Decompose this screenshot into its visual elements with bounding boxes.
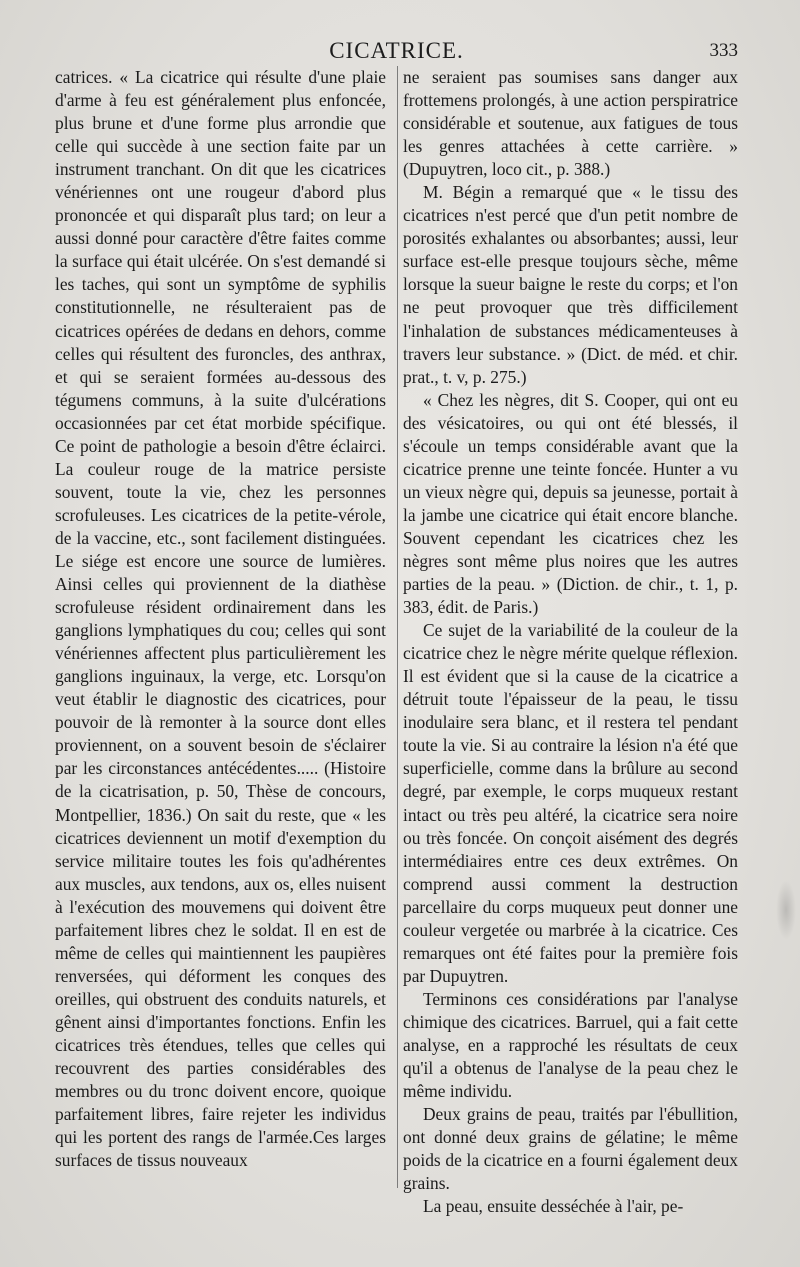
right-paragraph-2: M. Bégin a remarqué que « le tissu des cicatrices n'est percé que d'un petit nombre de porosités exhalantes ou absorbantes; aussi, leur surface est-elle presque toujours sèche, même lorsque la sueur baigne le reste du corps; et l'on ne peut provoquer que très difficilement l'inhalation de substances médicamenteuses à travers leur substance. » (Dict. de méd. et chir. prat., t. v, p. 275.) [403, 182, 738, 387]
left-paragraph-1: catrices. « La cicatrice qui résulte d'une plaie d'arme à feu est généralement plus enfoncée, plus brune et d'une forme plus arrondie que celle qui succède à une section faite par un instrument tranchant. On dit que les cicatrices vénériennes ont une rougeur d'abord plus prononcée et qui disparaît plus tard; on leur a aussi donné pour caractère d'être faites comme la surface qui était ulcérée. On s'est demandé si les taches, qui sont un symptôme de syphilis constitutionnelle, ne résulteraient pas de cicatrices opérées de dedans en dehors, comme celles qui résultent des furoncles, des anthrax, et qui se seraient formées au-dessous des tégumens communs, à la suite d'ulcérations occasionnées par cet état morbide spécifique. Ce point de pathologie a besoin d'être éclairci. La couleur rouge de la matrice persiste souvent, toute la vie, chez les personnes scrofuleuses. Les cicatrices de la petite-vérole, de la vaccine, etc., sont facilement distinguées. Le siége est encore une source de lumières. Ainsi celles qui proviennent de la diathèse scrofuleuse résident ordinairement dans les ganglions lymphatiques du cou; celles qui sont vénériennes affectent plus particulièrement les ganglions inguinaux, la verge, etc. Lorsqu'on veut établir le diagnostic des cicatrices, pour pouvoir de là remonter à la source dont elles proviennent, on a souvent besoin de s'éclairer par les circonstances antécédentes..... (Histoire de la cicatrisation, p. 50, Thèse de concours, Montpellier, 1836.) On sait du reste, que « les cicatrices deviennent un motif d'exemption du service militaire toutes les fois qu'adhérentes aux muscles, aux tendons, aux os, elles nuisent à l'exécution des mouvemens qui doivent être parfaitement libres chez le soldat. Il en est de même de celles qui maintiennent les paupières renversées, qui déforment les conques des oreilles, qui obstruent des conduits naturels, et gênent ainsi d'importantes fonctions. Enfin les cicatrices très étendues, telles que celles qui recouvrent des parties considérables des membres ou du tronc doivent encore, quoique parfaitement libres, faire rejeter les individus qui les portent des rangs de l'armée.Ces larges surfaces de tissus nouveaux [55, 67, 386, 1171]
right-paragraph-1: ne seraient pas soumises sans danger aux frottemens prolongés, à une action perspiratrice considérable et soutenue, aux fatigues de tous les genres attachées à cette carrière. » (Dupuytren, loco cit., p. 388.) [403, 67, 738, 180]
right-paragraph-5: Terminons ces considérations par l'analyse chimique des cicatrices. Barruel, qui a fait cette analyse, en a rapproché les résultats de ceux qu'il a obtenus de l'analyse de la peau chez le même individu. [403, 988, 738, 1102]
right-paragraph-4: Ce sujet de la variabilité de la couleur de la cicatrice chez le nègre mérite quelque réflexion. Il est évident que si la cause de la cicatrice a détruit toute l'épaisseur de la peau, le tissu inodulaire sera blanc, et il restera tel pendant toute la vie. Si au contraire la lésion n'a été que superficielle, comme dans la brûlure au second degré, par exemple, le corps muqueux restant intact ou très peu altéré, la cicatrice sera noire ou très foncée. On conçoit aisément des degrés intermédiaires entre ces deux extrêmes. On comprend aussi comment la destruction parcellaire du corps muqueux peut donner une couleur vergetée ou marbrée à la cicatrice. Ces remarques ont été faites pour la première fois par Dupuytren. [403, 620, 738, 986]
page-number: 333 [709, 40, 738, 61]
right-paragraph-6: Deux grains de peau, traités par l'ébullition, ont donné deux grains de gélatine; le même poids de la cicatrice en a fourni également deux grains. [403, 1104, 738, 1194]
column-divider [397, 66, 398, 1188]
left-column [55, 66, 386, 1196]
right-paragraph-3: « Chez les nègres, dit S. Cooper, qui ont eu des vésicatoires, ou qui ont été blessés, il s'écoule un temps considérable avant que la cicatrice prenne une teinte foncée. Hunter a vu un vieux nègre qui, depuis sa jeunesse, portait à la jambe une cicatrice qui était encore blanche. Souvent cependant les cicatrices chez les nègres sont même plus noires que les autres parties de la peau. » (Diction. de chir., t. 1, p. 383, édit. de Paris.) [403, 389, 738, 618]
text-columns [55, 66, 738, 1217]
page-smudge [776, 880, 796, 940]
running-head: CICATRICE. [329, 38, 464, 63]
right-column [403, 66, 738, 1217]
right-paragraph-7: La peau, ensuite desséchée à l'air, pe- [423, 1196, 684, 1217]
page-header [55, 38, 738, 68]
